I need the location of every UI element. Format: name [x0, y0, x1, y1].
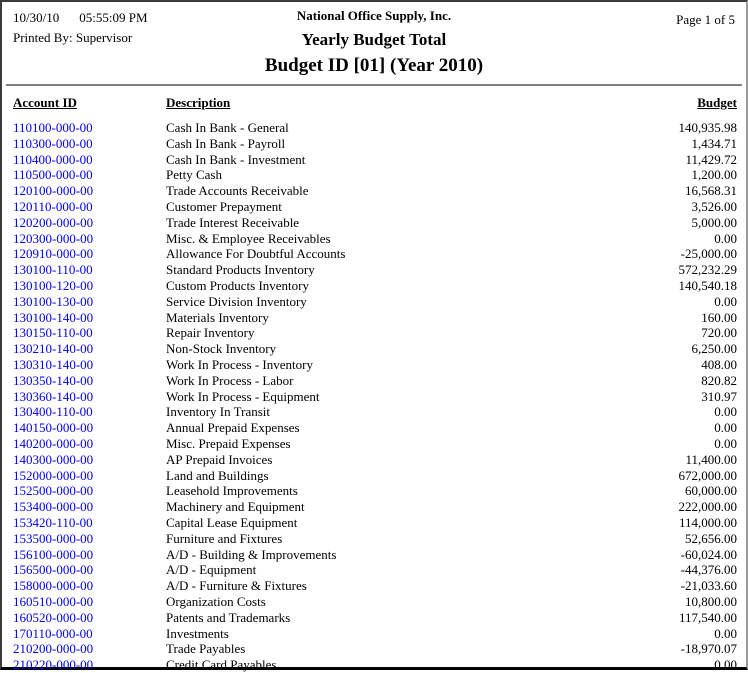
table-row [2, 626, 746, 642]
account-id-cell [13, 389, 166, 405]
budget-cell: 140,935.98 [678, 120, 737, 135]
account-id-link[interactable]: 120910-000-00 [13, 246, 94, 262]
description-cell: Repair Inventory [166, 325, 255, 341]
account-id-link[interactable]: 210200-000-00 [13, 641, 94, 657]
print-info [13, 10, 148, 46]
description-cell: Credit Card Payables [166, 657, 277, 673]
table-row [2, 404, 746, 420]
header-divider [6, 84, 742, 86]
budget-cell: 11,400.00 [685, 451, 737, 467]
description-cell: Cash In Bank - General [166, 120, 289, 135]
description-cell: Annual Prepaid Expenses [166, 420, 300, 436]
budget-cell: 0.00 [714, 230, 737, 246]
account-id-cell [13, 483, 166, 499]
account-id-cell [13, 499, 166, 515]
table-row [2, 389, 746, 405]
column-headers [2, 95, 746, 111]
account-id-cell [13, 515, 166, 531]
page-number: Page 1 of 5 [676, 12, 735, 27]
description-cell: Organization Costs [166, 593, 266, 609]
print-time: 05:55:09 PM [79, 10, 148, 25]
budget-cell: 672,000.00 [678, 467, 737, 483]
account-id-cell [13, 610, 166, 626]
account-id-link[interactable]: 156500-000-00 [13, 562, 94, 578]
account-id-link[interactable]: 110400-000-00 [13, 151, 93, 167]
budget-cell: -44,376.00 [680, 562, 737, 578]
account-id-link[interactable]: 170110-000-00 [13, 625, 93, 641]
budget-cell: 60,000.00 [685, 483, 737, 499]
table-row [2, 373, 746, 389]
budget-cell: 117,540.00 [678, 609, 737, 625]
printed-by: Printed By: Supervisor [13, 30, 133, 45]
report-header [2, 2, 746, 84]
account-id-cell [13, 262, 166, 278]
account-id-link[interactable]: 110100-000-00 [13, 120, 93, 135]
description-cell: Trade Accounts Receivable [166, 183, 309, 199]
description-cell: Petty Cash [166, 167, 222, 183]
budget-cell: 140,540.18 [678, 277, 737, 293]
description-cell: Trade Payables [166, 641, 246, 657]
budget-cell: -60,024.00 [680, 546, 737, 562]
description-cell: A/D - Furniture & Fixtures [166, 578, 307, 594]
description-cell: Work In Process - Equipment [166, 388, 320, 404]
description-cell: AP Prepaid Invoices [166, 451, 273, 467]
description-cell: Custom Products Inventory [166, 277, 309, 293]
account-id-link[interactable]: 140200-000-00 [13, 435, 94, 451]
account-id-cell [13, 310, 166, 326]
table-row [2, 199, 746, 215]
description-cell: Non-Stock Inventory [166, 341, 277, 357]
account-id-cell [13, 215, 166, 231]
budget-cell: 52,656.00 [685, 530, 737, 546]
account-id-link[interactable]: 120200-000-00 [13, 214, 94, 230]
account-id-cell [13, 404, 166, 420]
account-id-link[interactable]: 130360-140-00 [13, 388, 94, 404]
table-row [2, 515, 746, 531]
table-row [2, 657, 746, 673]
table-row [2, 310, 746, 326]
account-id-link[interactable]: 130310-140-00 [13, 356, 94, 372]
budget-cell: -18,970.07 [680, 641, 737, 657]
account-id-cell [13, 341, 166, 357]
account-id-link[interactable]: 130150-110-00 [13, 325, 93, 341]
account-id-link[interactable]: 110500-000-00 [13, 167, 93, 183]
description-cell: A/D - Equipment [166, 562, 257, 578]
description-cell: Allowance For Doubtful Accounts [166, 246, 346, 262]
account-id-cell [13, 325, 166, 341]
description-cell: Furniture and Fixtures [166, 530, 283, 546]
budget-cell: 114,000.00 [678, 514, 737, 530]
budget-cell: 16,568.31 [685, 183, 737, 199]
budget-cell: 1,434.71 [691, 135, 737, 151]
account-id-link[interactable]: 152000-000-00 [13, 467, 94, 483]
account-id-cell [13, 167, 166, 183]
account-id-cell [13, 120, 166, 136]
table-row [2, 610, 746, 626]
table-row [2, 246, 746, 262]
account-id-cell [13, 373, 166, 389]
budget-cell: 0.00 [714, 404, 737, 420]
report-titles [142, 8, 606, 77]
description-cell: Land and Buildings [166, 467, 269, 483]
account-id-cell [13, 531, 166, 547]
budget-cell: -25,000.00 [680, 246, 737, 262]
budget-cell: 408.00 [701, 356, 737, 372]
budget-cell: -21,033.60 [680, 578, 737, 594]
report-subtitle: Budget ID [01] (Year 2010) [264, 55, 484, 76]
table-row [2, 468, 746, 484]
budget-cell: 0.00 [714, 420, 737, 436]
table-row [2, 499, 746, 515]
description-cell: Leasehold Improvements [166, 483, 298, 499]
table-row [2, 294, 746, 310]
description-cell: Work In Process - Inventory [166, 356, 313, 372]
account-id-cell [13, 136, 166, 152]
budget-cell: 820.82 [701, 372, 737, 388]
table-row [2, 357, 746, 373]
table-row [2, 152, 746, 168]
account-id-cell [13, 578, 166, 594]
account-id-link[interactable]: 120100-000-00 [13, 183, 94, 199]
account-id-link[interactable]: 153420-110-00 [13, 514, 93, 530]
column-header-description: Description [166, 95, 231, 110]
budget-cell: 0.00 [714, 625, 737, 641]
company-name: National Office Supply, Inc. [296, 8, 452, 23]
description-cell: Capital Lease Equipment [166, 514, 298, 530]
table-row [2, 578, 746, 594]
account-id-link[interactable]: 120110-000-00 [13, 198, 93, 214]
description-cell: Work In Process - Labor [166, 372, 294, 388]
column-header-account: Account ID [13, 95, 77, 110]
account-id-cell [13, 562, 166, 578]
table-row [2, 531, 746, 547]
budget-cell: 11,429.72 [685, 151, 737, 167]
description-cell: Inventory In Transit [166, 404, 270, 420]
table-row [2, 120, 746, 136]
description-cell: Service Division Inventory [166, 293, 307, 309]
table-row [2, 341, 746, 357]
account-id-cell [13, 436, 166, 452]
account-id-cell [13, 657, 166, 673]
account-id-cell [13, 231, 166, 247]
account-id-cell [13, 420, 166, 436]
description-cell: A/D - Building & Improvements [166, 546, 337, 562]
table-row [2, 136, 746, 152]
account-id-cell [13, 594, 166, 610]
account-id-link[interactable]: 130100-110-00 [13, 262, 93, 278]
account-id-cell [13, 246, 166, 262]
table-row [2, 167, 746, 183]
account-id-cell [13, 183, 166, 199]
account-id-cell [13, 199, 166, 215]
account-id-cell [13, 278, 166, 294]
description-cell: Misc. & Employee Receivables [166, 230, 331, 246]
account-id-cell [13, 547, 166, 563]
account-id-link[interactable]: 158000-000-00 [13, 578, 94, 594]
table-row [2, 183, 746, 199]
account-id-link[interactable]: 130100-130-00 [13, 293, 94, 309]
description-cell: Cash In Bank - Investment [166, 151, 306, 167]
table-row [2, 594, 746, 610]
budget-cell: 310.97 [701, 388, 737, 404]
table-row [2, 262, 746, 278]
report-title: Yearly Budget Total [301, 30, 447, 49]
account-id-link[interactable]: 130210-140-00 [13, 341, 94, 357]
table-row [2, 278, 746, 294]
account-id-cell [13, 152, 166, 168]
budget-cell: 160.00 [701, 309, 737, 325]
account-id-cell [13, 357, 166, 373]
account-id-link[interactable]: 160510-000-00 [13, 593, 94, 609]
account-id-link[interactable]: 160520-000-00 [13, 609, 94, 625]
description-cell: Misc. Prepaid Expenses [166, 435, 291, 451]
table-body [2, 120, 746, 673]
account-id-cell [13, 294, 166, 310]
budget-cell: 6,250.00 [691, 341, 737, 357]
description-cell: Trade Interest Receivable [166, 214, 300, 230]
table-row [2, 215, 746, 231]
description-cell: Cash In Bank - Payroll [166, 135, 286, 151]
budget-cell: 572,232.29 [678, 262, 737, 278]
account-id-cell [13, 452, 166, 468]
table-row [2, 325, 746, 341]
account-id-link[interactable]: 130350-140-00 [13, 372, 94, 388]
budget-cell: 0.00 [714, 293, 737, 309]
table-row [2, 231, 746, 247]
table-row [2, 562, 746, 578]
account-id-cell [13, 626, 166, 642]
description-cell: Investments [166, 625, 229, 641]
account-id-link[interactable]: 152500-000-00 [13, 483, 94, 499]
budget-cell: 10,800.00 [685, 593, 737, 609]
description-cell: Machinery and Equipment [166, 499, 305, 515]
account-id-link[interactable]: 130100-140-00 [13, 309, 94, 325]
account-id-cell [13, 641, 166, 657]
budget-cell: 0.00 [714, 657, 737, 673]
print-date: 10/30/10 [13, 10, 60, 25]
table-row [2, 436, 746, 452]
table-row [2, 483, 746, 499]
table-row [2, 547, 746, 563]
table-row [2, 452, 746, 468]
description-cell: Materials Inventory [166, 309, 269, 325]
budget-cell: 5,000.00 [691, 214, 737, 230]
account-id-link[interactable]: 130400-110-00 [13, 404, 93, 420]
budget-cell: 720.00 [701, 325, 737, 341]
budget-cell: 1,200.00 [691, 167, 737, 183]
table-row [2, 641, 746, 657]
account-id-link[interactable]: 130100-120-00 [13, 277, 94, 293]
account-id-cell [13, 468, 166, 484]
budget-cell: 0.00 [714, 435, 737, 451]
account-id-link[interactable]: 140300-000-00 [13, 451, 94, 467]
account-id-link[interactable]: 153500-000-00 [13, 530, 94, 546]
budget-cell: 222,000.00 [678, 499, 737, 515]
column-header-budget: Budget [697, 95, 737, 110]
account-id-link[interactable]: 140150-000-00 [13, 420, 94, 436]
table-row [2, 420, 746, 436]
account-id-link[interactable]: 210220-000-00 [13, 657, 94, 673]
account-id-link[interactable]: 153400-000-00 [13, 499, 94, 515]
description-cell: Patents and Trademarks [166, 609, 291, 625]
description-cell: Customer Prepayment [166, 198, 282, 214]
account-id-link[interactable]: 156100-000-00 [13, 546, 94, 562]
description-cell: Standard Products Inventory [166, 262, 315, 278]
account-id-link[interactable]: 110300-000-00 [13, 135, 93, 151]
budget-cell: 3,526.00 [691, 198, 737, 214]
account-id-link[interactable]: 120300-000-00 [13, 230, 94, 246]
